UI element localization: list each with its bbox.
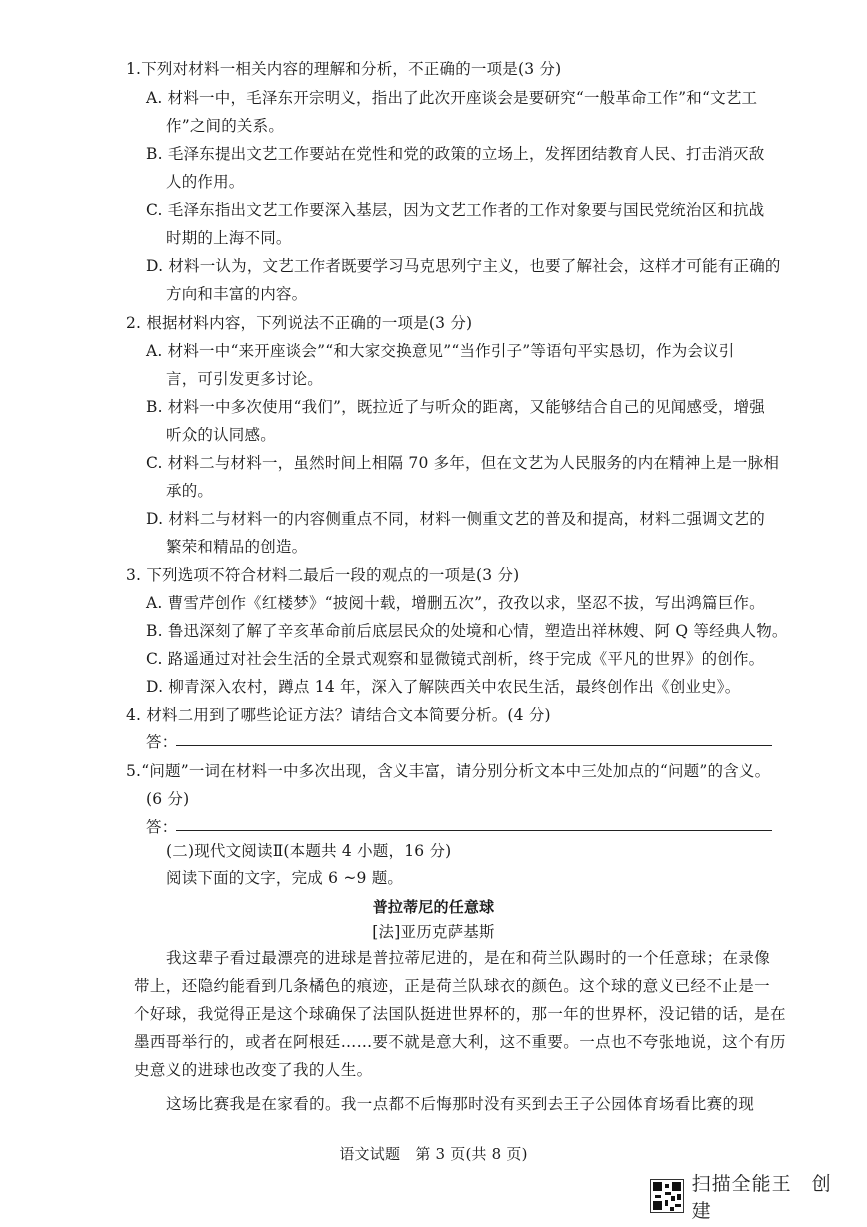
qr-code-icon [650,1179,684,1213]
q2-stem: 2. 根据材料内容，下列说法不正确的一项是(3 分) [126,314,473,332]
q1-option-d-cont: 方向和丰富的内容。 [166,285,308,303]
q1-option-a-cont: 作”之间的关系。 [166,117,285,135]
q1-stem: 1.下列对材料一相关内容的理解和分析，不正确的一项是(3 分) [126,60,562,78]
story-p1-line1: 我这辈子看过最漂亮的进球是普拉蒂尼进的，是在和荷兰队踢时的一个任意球；在录像 [166,949,771,967]
q5-stem: 5.“问题”一词在材料一中多次出现，含义丰富，请分别分析文本中三处加点的“问题”的含义。 [126,762,771,780]
q4-stem: 4. 材料二用到了哪些论证方法？请结合文本简要分析。(4 分) [126,706,551,724]
q3-option-c: C. 路遥通过对社会生活的全景式观察和显微镜式剖析，终于完成《平凡的世界》的创作。 [146,650,765,668]
q1-option-b-cont: 人的作用。 [166,173,245,191]
story-author: [法]亚历克萨基斯 [372,923,495,941]
q3-option-d: D. 柳青深入农村，蹲点 14 年，深入了解陕西关中农民生活，最终创作出《创业史》。 [146,678,741,696]
story-p1-line4: 墨西哥举行的，或者在阿根廷……要不就是意大利，这不重要。一点也不夸张地说，这个有历 [134,1033,786,1051]
story-p2-line1: 这场比赛我是在家看的。我一点都不后悔那时没有买到去王子公园体育场看比赛的现 [166,1095,755,1113]
q5-answer-label: 答： [146,818,178,836]
q2-option-c: C. 材料二与材料一，虽然时间上相隔 70 多年，但在文艺为人民服务的内在精神上是一脉相 [146,454,780,472]
section2-heading: (二)现代文阅读Ⅱ(本题共 4 小题，16 分) [166,842,452,860]
q2-option-a-cont: 言，可引发更多讨论。 [166,370,324,388]
q5-points: (6 分) [146,790,190,808]
q2-option-b-cont: 听众的认同感。 [166,426,276,444]
q2-option-b: B. 材料一中多次使用“我们”，既拉近了与听众的距离，又能够结合自己的见闻感受，增强 [146,398,765,416]
q1-option-c: C. 毛泽东指出文艺工作要深入基层，因为文艺工作者的工作对象要与国民党统治区和抗战 [146,201,765,219]
page-footer: 语文试题 第 3 页(共 8 页) [339,1145,528,1163]
q3-option-a: A. 曹雪芹创作《红楼梦》“披阅十载，增删五次”，孜孜以求，坚忍不拔，写出鸿篇巨作。 [146,594,765,612]
section2-instruction: 阅读下面的文字，完成 6 ~9 题。 [166,869,404,887]
story-p1-line3: 个好球，我觉得正是这个球确保了法国队挺进世界杯的，那一年的世界杯，没记错的话，是在 [134,1005,786,1023]
scanner-watermark-text: 扫描全能王 创建 [691,1173,832,1222]
q2-option-a: A. 材料一中“来开座谈会”“和大家交换意见”“当作引子”等语句平实恳切，作为会议引 [146,342,735,360]
q2-option-d: D. 材料二与材料一的内容侧重点不同，材料一侧重文艺的普及和提高，材料二强调文艺的 [146,510,765,528]
scanner-watermark [650,1173,850,1222]
q4-answer-label: 答： [146,733,178,751]
q2-option-c-cont: 承的。 [166,482,214,500]
q4-answer-line[interactable] [176,745,772,746]
q5-answer-line[interactable] [176,830,772,831]
q3-stem: 3. 下列选项不符合材料二最后一段的观点的一项是(3 分) [126,566,520,584]
q1-option-c-cont: 时期的上海不同。 [166,229,292,247]
q1-option-d: D. 材料一认为，文艺工作者既要学习马克思列宁主义，也要了解社会，这样才可能有正确的 [146,257,781,275]
story-p1-line2: 带上，还隐约能看到几条橘色的痕迹，正是荷兰队球衣的颜色。这个球的意义已经不止是一 [134,977,771,995]
q1-option-a: A. 材料一中，毛泽东开宗明义，指出了此次开座谈会是要研究“一般革命工作”和“文艺工 [146,89,758,107]
story-p1-line5: 史意义的进球也改变了我的人生。 [134,1061,373,1079]
story-title: 普拉蒂尼的任意球 [372,898,495,916]
q2-option-d-cont: 繁荣和精品的创造。 [166,538,308,556]
q1-option-b: B. 毛泽东提出文艺工作要站在党性和党的政策的立场上，发挥团结教育人民、打击消灭敌 [146,145,765,163]
q3-option-b: B. 鲁迅深刻了解了辛亥革命前后底层民众的处境和心情，塑造出祥林嫂、阿 Q 等经典人物。 [146,622,788,640]
